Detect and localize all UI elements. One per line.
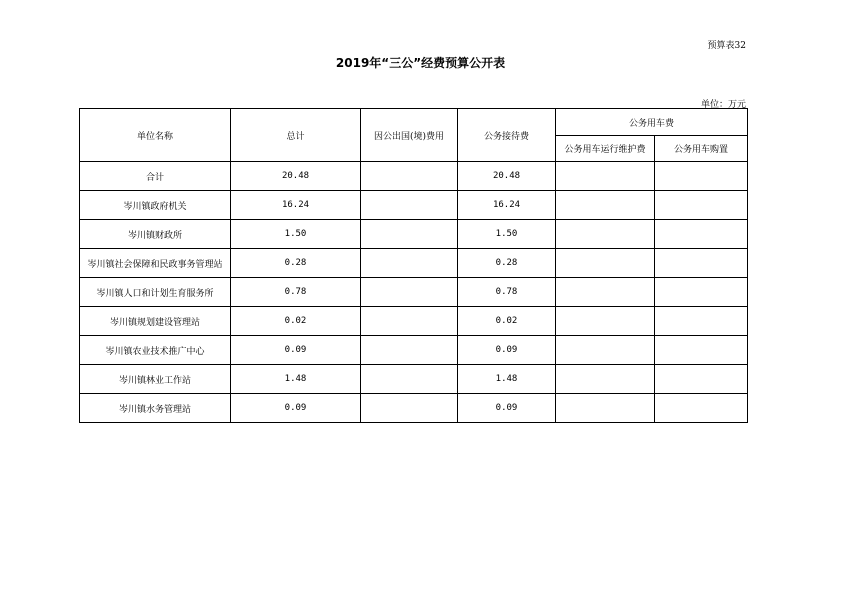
cell-unit-name: 岑川镇规划建设管理站 [80, 307, 231, 336]
cell-unit-name: 岑川镇财政所 [80, 220, 231, 249]
cell-vehicle-operation [556, 365, 655, 394]
page-title: 2019年“三公”经费预算公开表 [335, 56, 506, 70]
cell-reception: 0.02 [458, 307, 556, 336]
header-vehicle-operation: 公务用车运行维护费 [556, 136, 655, 162]
budget-table [79, 108, 748, 423]
cell-vehicle-purchase [655, 278, 748, 307]
cell-total: 0.02 [231, 307, 361, 336]
cell-unit-name: 合计 [80, 162, 231, 191]
cell-vehicle-operation [556, 394, 655, 423]
cell-reception: 0.78 [458, 278, 556, 307]
cell-vehicle-purchase [655, 162, 748, 191]
cell-abroad [361, 336, 458, 365]
table-row [80, 394, 748, 423]
cell-unit-name: 岑川镇水务管理站 [80, 394, 231, 423]
cell-total: 0.78 [231, 278, 361, 307]
cell-reception: 0.09 [458, 336, 556, 365]
table-row [80, 220, 748, 249]
table-row [80, 307, 748, 336]
table-row [80, 336, 748, 365]
cell-reception: 0.09 [458, 394, 556, 423]
cell-unit-name: 岑川镇社会保障和民政事务管理站 [80, 249, 231, 278]
cell-unit-name: 岑川镇林业工作站 [80, 365, 231, 394]
cell-vehicle-operation [556, 191, 655, 220]
cell-vehicle-operation [556, 307, 655, 336]
header-abroad: 因公出国(境)费用 [361, 109, 458, 162]
cell-reception: 16.24 [458, 191, 556, 220]
cell-vehicle-operation [556, 278, 655, 307]
header-total: 总计 [231, 109, 361, 162]
cell-vehicle-purchase [655, 307, 748, 336]
cell-abroad [361, 278, 458, 307]
header-unit-name: 单位名称 [80, 109, 231, 162]
cell-reception: 20.48 [458, 162, 556, 191]
cell-vehicle-purchase [655, 394, 748, 423]
cell-abroad [361, 162, 458, 191]
cell-vehicle-purchase [655, 336, 748, 365]
cell-vehicle-operation [556, 249, 655, 278]
header-reception: 公务接待费 [458, 109, 556, 162]
cell-abroad [361, 394, 458, 423]
unit-label: 单位：万元 [700, 100, 746, 110]
cell-vehicle-purchase [655, 365, 748, 394]
table-number: 预算表32 [707, 41, 746, 51]
cell-vehicle-purchase [655, 191, 748, 220]
cell-abroad [361, 249, 458, 278]
cell-unit-name: 岑川镇农业技术推广中心 [80, 336, 231, 365]
cell-total: 16.24 [231, 191, 361, 220]
cell-reception: 0.28 [458, 249, 556, 278]
cell-abroad [361, 365, 458, 394]
cell-reception: 1.48 [458, 365, 556, 394]
header-vehicle: 公务用车费 [556, 109, 748, 136]
cell-abroad [361, 191, 458, 220]
cell-vehicle-purchase [655, 220, 748, 249]
cell-abroad [361, 307, 458, 336]
cell-total: 0.09 [231, 336, 361, 365]
cell-unit-name: 岑川镇人口和计划生育服务所 [80, 278, 231, 307]
cell-total: 1.50 [231, 220, 361, 249]
cell-total: 1.48 [231, 365, 361, 394]
cell-vehicle-purchase [655, 249, 748, 278]
cell-reception: 1.50 [458, 220, 556, 249]
cell-total: 0.09 [231, 394, 361, 423]
cell-unit-name: 岑川镇政府机关 [80, 191, 231, 220]
cell-vehicle-operation [556, 162, 655, 191]
table-row [80, 162, 748, 191]
cell-vehicle-operation [556, 220, 655, 249]
table-row [80, 249, 748, 278]
cell-total: 0.28 [231, 249, 361, 278]
table-row [80, 278, 748, 307]
cell-vehicle-operation [556, 336, 655, 365]
cell-total: 20.48 [231, 162, 361, 191]
cell-abroad [361, 220, 458, 249]
header-vehicle-purchase: 公务用车购置 [655, 136, 748, 162]
table-row [80, 365, 748, 394]
table-row [80, 191, 748, 220]
